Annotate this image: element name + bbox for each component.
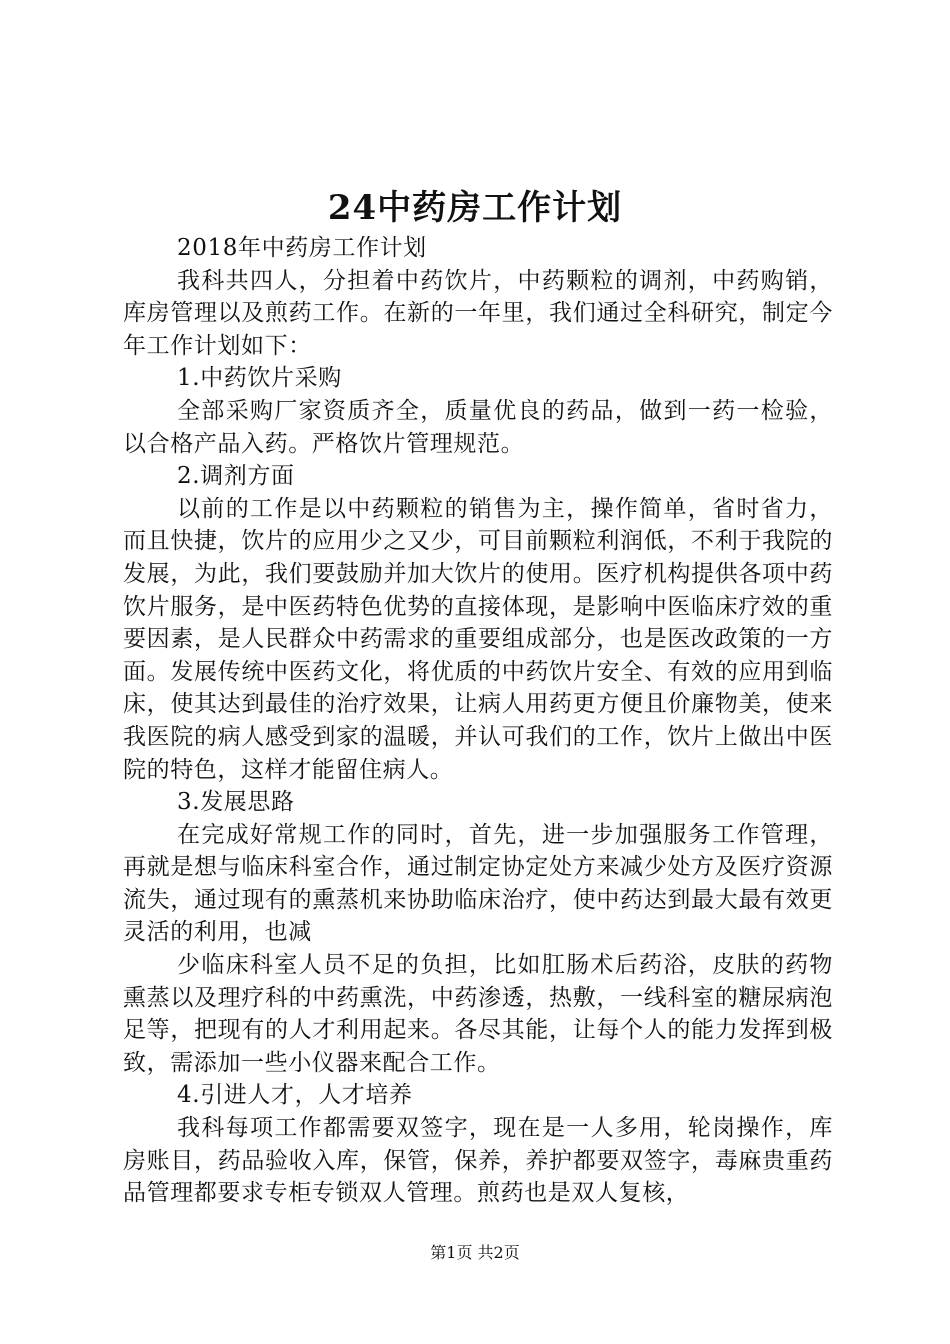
- paragraph-section-4: 我科每项工作都需要双签字，现在是一人多用，轮岗操作，库房账目，药品验收入库，保管，保养，养护都要双签字，毒麻贵重药品管理都要求专柜专锁双人管理。煎药也是双人复核，: [123, 1115, 833, 1207]
- paragraph-intro: 我科共四人，分担着中药饮片，中药颗粒的调剂，中药购销，库房管理以及煎药工作。在新的一年里，我们通过全科研究，制定今年工作计划如下：: [123, 267, 833, 359]
- page-footer: 第1页 共2页: [430, 1243, 520, 1262]
- paragraph-section-2: 以前的工作是以中药颗粒的销售为主，操作简单，省时省力，而且快捷，饮片的应用少之又少，可目前颗粒利润低，不利于我院的发展，为此，我们要鼓励并加大饮片的使用。医疗机构提供各项中药饮片服务，是中医药特色优势的直接体现，是影响中医临床疗效的重要因素，是人民群众中药需求的重要组成部分，也是医改政策的一方面。发展传统中医药文化，将优质的中药饮片安全、有效的应用到临床，使其达到最佳的治疗效果，让病人用药更方便且价廉物美，使来我医院的病人感受到家的温暖，并认可我们的工作，饮片上做出中医院的特色，这样才能留住病人。: [123, 495, 833, 783]
- section-heading-3: 3.发展思路: [177, 789, 295, 816]
- paragraph-section-1: 全部采购厂家资质齐全，质量优良的药品，做到一药一检验，以合格产品入药。严格饮片管理规范。: [123, 397, 833, 457]
- section-heading-4: 4.引进人才，人才培养: [177, 1082, 413, 1109]
- paragraph-section-3a: 在完成好常规工作的同时，首先，进一步加强服务工作管理，再就是想与临床科室合作，通过制定协定处方来减少处方及医疗资源流失，通过现有的熏蒸机来协助临床治疗，使中药达到最大最有效更灵活的利用，也减: [123, 821, 833, 946]
- section-heading-1: 1.中药饮片采购: [177, 365, 342, 392]
- paragraph-section-3b: 少临床科室人员不足的负担，比如肛肠术后药浴，皮肤的药物熏蒸以及理疗科的中药熏洗，中药渗透，热敷，一线科室的糖尿病泡足等，把现有的人才利用起来。各尽其能，让每个人的能力发挥到极致，需添加一些小仪器来配合工作。: [123, 952, 833, 1076]
- document-body: [123, 232, 833, 1210]
- section-heading-2: 2.调剂方面: [177, 463, 295, 490]
- document-title: 24中药房工作计划: [327, 188, 623, 228]
- paragraph-subtitle: 2018年中药房工作计划: [177, 235, 427, 261]
